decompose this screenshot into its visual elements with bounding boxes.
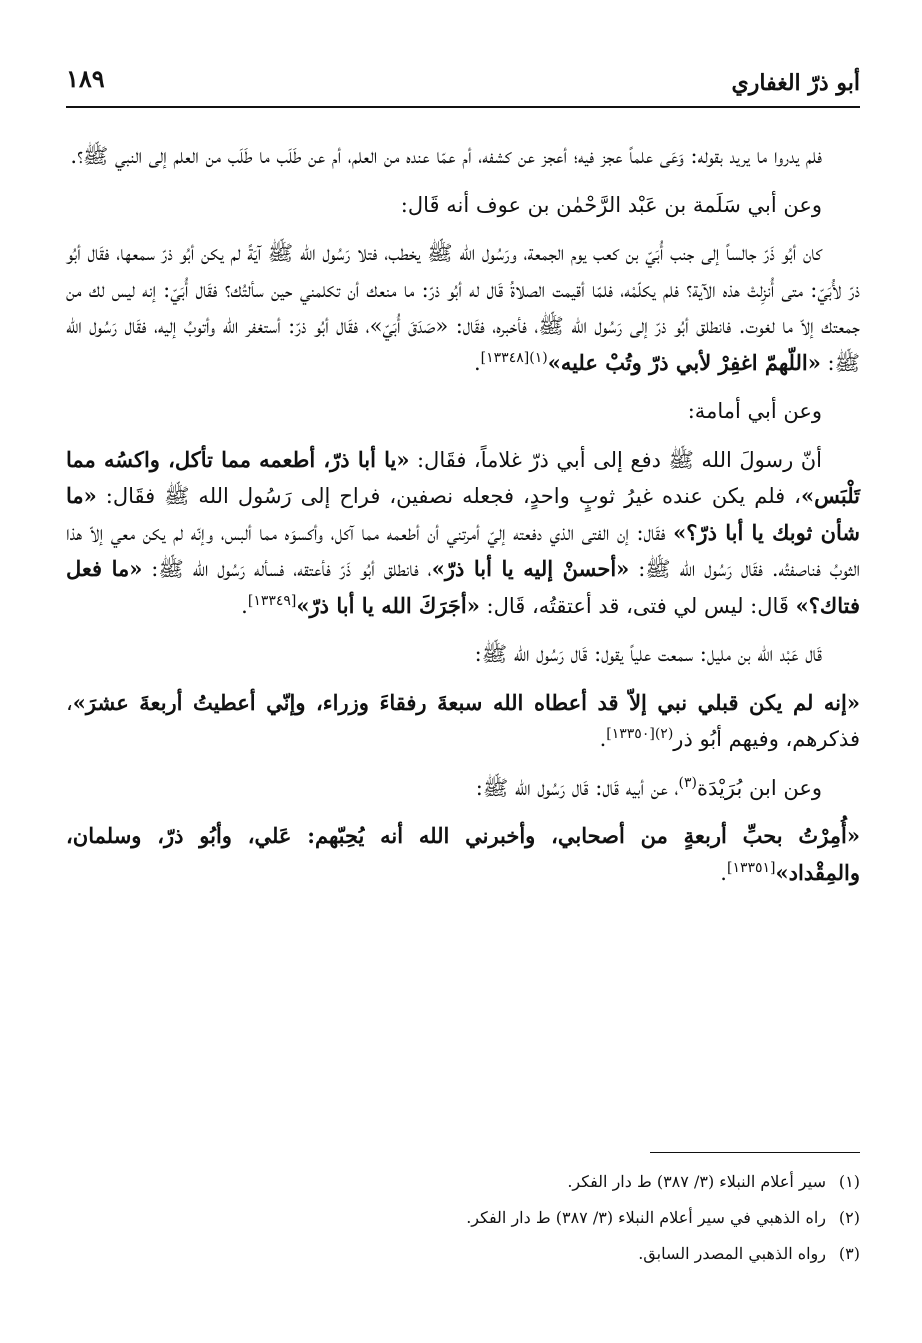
paragraph-text: ، عن أبيه قَال: قَال رَسُول الله ﷺ:: [475, 775, 679, 800]
paragraph: [66, 442, 860, 625]
hadith-quote: «اللّهمّ اغفِرْ لأبي ذرّ وتُبْ عليه»: [547, 349, 821, 375]
paragraph-text: ، فلم يكن عنده غيرُ ثوبٍ واحدٍ، فجعله نصفين، فراح إلى رَسُول الله ﷺ فقَال:: [96, 484, 801, 508]
reference-number: (٢)[١٣٣٥٠]: [606, 726, 674, 742]
page-number: ١٨٩: [66, 64, 105, 93]
hadith-quote: «ما شأن ثوبك يا أبا ذرّ؟»: [66, 483, 860, 545]
paragraph-text: وعن أبي أمامة:: [687, 399, 822, 423]
page-header: [66, 62, 860, 108]
running-head: أبو ذرّ الغفاري: [731, 70, 860, 96]
footnote: [66, 1240, 860, 1268]
paragraph: [66, 818, 860, 891]
footnote-text: رواه الذهبي المصدر السابق.: [638, 1244, 826, 1263]
paragraph: [66, 235, 860, 381]
footnote-marker: (٣): [678, 774, 698, 791]
footnote-number: (١): [838, 1172, 860, 1191]
hadith-quote: «أحسنْ إليه يا أبا ذرّ»: [431, 556, 630, 581]
footnote-separator: [650, 1152, 860, 1153]
footnote-number: (٣): [838, 1244, 860, 1263]
hadith-quote: «ما فعل فتاك؟»: [66, 556, 860, 618]
footnote-text: راه الذهبي في سير أعلام النبلاء (٣/ ٣٨٧) ط دار الفكر.: [466, 1208, 826, 1227]
paragraph: [66, 770, 860, 807]
footnote: [66, 1204, 860, 1232]
reference-number: [١٣٣٥١]: [726, 859, 776, 876]
footnote-text: سير أعلام النبلاء (٣/ ٣٨٧) ط دار الفكر.: [567, 1172, 826, 1191]
footnote: [66, 1168, 860, 1196]
paragraph: [66, 187, 860, 224]
paragraph-text: كان أبُو ذَرّ جالساً إلى جنب أُبَيّ بن كعب يوم الجمعة، ورَسُول الله ﷺ يخطب، فتلا رَسُول الله ﷺ آيَةً لم يكن أبُو ذرّ سمعها، فقَال أبُو ذرّ لأُبَيّ: متى أُنزِلتْ هذه الآية؟ فلم يكلّمْه، فلمّا أقيمت الصلاةُ قَال له أبُو ذرّ: ما منعك أن تكلمني حين سألتُك؟ فقَال أُبَيّ: إنه ليس لك من جمعتك إلاّ ما لغوت. فانطلق أبُو ذرّ إلى رَسُول الله ﷺ، فأخبره، فقَال: «صَدَقَ أُبَيّ»، فقَال أبُو ذرّ: أستغفر الله وأتوبُ إليه، فقَال رَسُول الله ﷺ:: [66, 241, 860, 375]
reference-number: [١٣٣٤٩]: [247, 592, 297, 609]
paragraph-text: أنّ رسولَ الله ﷺ دفع إلى أبي ذرّ غلاماً، فقَال:: [409, 447, 823, 472]
paragraph-text: قَال عَبْد اللّه بن مليل: سمعت علياً يقول: قَال رَسُول الله ﷺ:: [474, 642, 822, 666]
footnote-number: (٢): [838, 1208, 860, 1227]
paragraph: [66, 138, 860, 175]
paragraph-text: وعن ابن بُرَيْدَة: [697, 775, 822, 800]
paragraph: [66, 685, 860, 758]
footnotes: [66, 1168, 860, 1276]
paragraph-text: ، فانطلق أبُو ذَرّ فأعتقه، فسأله رَسُول الله ﷺ:: [142, 557, 432, 581]
paragraph-text: قَال: ليس لي فتى، قد أعتقتُه، قَال:: [479, 593, 796, 618]
punctuation: .: [241, 593, 248, 618]
paragraph-text: وعن أبي سَلَمة بن عَبْد الرَّحْمٰن بن عوف أنه قَال:: [400, 192, 822, 217]
paragraph: [66, 393, 860, 430]
paragraph: [66, 636, 860, 673]
hadith-quote: «يا أبا ذرّ، أطعمه مما تأكل، واكسُه مما تَلْبَس»: [66, 446, 860, 508]
hadith-quote: «أُمِرْتُ بحبِّ أربعةٍ من أصحابي، وأخبرني الله أنه يُحِبّهم: عَلي، وأبُو ذرّ، وسلمان، والمِقْداد»: [66, 823, 860, 885]
punctuation: .: [720, 860, 727, 885]
hadith-quote: «أجَرَكَ الله يا أبا ذرّ»: [296, 592, 480, 618]
paragraph-text: فقَال: إن الفتى الذي دفعته إليّ أمرتني أن أطعمه مما آكل، وأكسوَه مما ألبس، وإنّه لم يكن معي إلاّ هذا الثوبُ فناصفتُه. فقَال رَسُول الله ﷺ:: [66, 520, 861, 581]
hadith-quote: «إنه لم يكن قبلي نبي إلاّ قد أعطاه الله سبعةَ رفقاءَ وزراء، وإنّي أعطيتُ أربعةَ عشرَ»: [72, 689, 860, 715]
punctuation: .: [599, 727, 607, 751]
paragraph-text: ، فذكرهم، وفيهم أبُو ذر: [66, 690, 860, 751]
paragraph-text: فلم يدروا ما يريد بقوله: وَعَى علماً عجز فيه؛ أعجز عن كشفه، أم عمّا عنده من العلم، أم عن طَلَب ما طَلَب من العلم إلى النبي ﷺ؟.: [70, 144, 822, 168]
reference-number: (١)[١٣٣٤٨]: [480, 349, 548, 366]
main-text: [66, 138, 860, 903]
punctuation: .: [473, 350, 481, 375]
